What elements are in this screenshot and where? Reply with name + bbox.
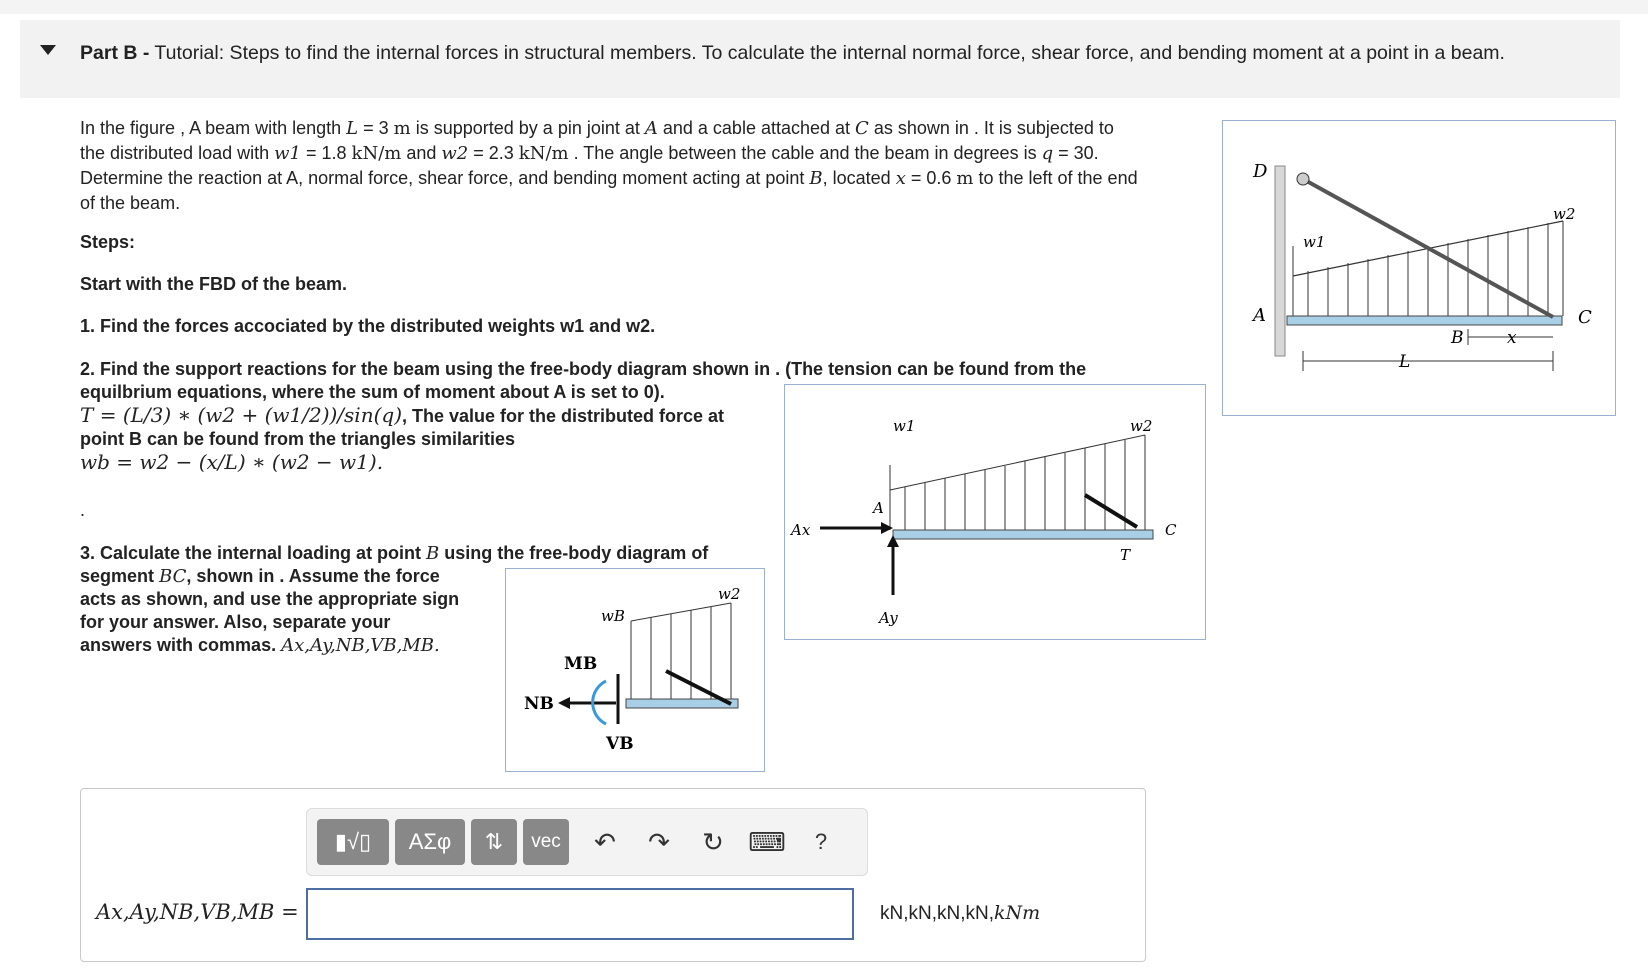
fbd-label-T: T (1120, 546, 1131, 564)
label-L: L (1399, 352, 1411, 372)
answer-label: Ax,Ay,NB,VB,MB = (96, 900, 299, 924)
answer-units: kN,kN,kN,kN,kNm (880, 902, 1041, 924)
step-start: Start with the FBD of the beam. (80, 274, 348, 294)
beam (1287, 316, 1562, 325)
keyboard-icon[interactable]: ⌨ (748, 826, 786, 857)
part-label: Part B - (80, 42, 150, 64)
part-title-text: Tutorial: Steps to find the internal forces in structural members. To calculate the internal normal force, shear force, and bending moment at a point in a beam. (149, 42, 1505, 64)
label-D: D (1253, 161, 1268, 182)
label-x: x (1507, 328, 1517, 348)
figure-fbd-beam-svg (785, 385, 1205, 639)
pin-d (1297, 173, 1309, 185)
figure-fbd-beam (784, 384, 1206, 640)
seg-label-NB: NB (524, 694, 554, 714)
label-w1: w1 (1303, 233, 1326, 251)
undo-icon[interactable]: ↶ (594, 826, 616, 857)
arrows-button[interactable]: ⇅ (471, 819, 517, 865)
figure-beam-cable (1222, 120, 1616, 416)
reset-icon[interactable]: ↻ (702, 826, 724, 857)
fbd-load-arrows (905, 440, 1125, 530)
arrow-T (1085, 495, 1137, 527)
math-toolbar (306, 808, 868, 876)
fbd-label-C: C (1165, 521, 1177, 539)
dot-text: . (80, 500, 86, 520)
label-C: C (1578, 307, 1592, 328)
label-A: A (1253, 305, 1266, 326)
seg-label-wB: wB (601, 607, 625, 625)
fbd-label-w2: w2 (1130, 417, 1153, 435)
fbd-label-Ay: Ay (879, 609, 898, 627)
seg-label-w2: w2 (718, 585, 741, 603)
greek-button[interactable]: ΑΣφ (395, 819, 465, 865)
redo-icon[interactable]: ↷ (648, 826, 670, 857)
wall (1275, 166, 1285, 356)
load-arrows (1308, 223, 1548, 316)
arrow-Ax-head (881, 522, 893, 534)
label-w2: w2 (1553, 205, 1576, 223)
fbd-label-Ax: Ax (791, 521, 811, 539)
seg-load-arrows (651, 607, 711, 699)
help-button[interactable]: ? (814, 829, 828, 854)
part-title (80, 42, 1505, 65)
top-strip (0, 0, 1648, 14)
fbd-load-top (890, 435, 1145, 490)
answer-input[interactable] (306, 888, 854, 940)
steps-title: Steps: (80, 232, 136, 252)
vec-button[interactable]: vec (523, 819, 569, 865)
step-3: 3. Calculate the internal loading at point B using the free-body diagram of segment BC, shown in . Assume the force acts as shown, and use the appropriate sign for your answer. Also, separate your answers with commas. Ax,Ay,NB,VB,MB. (80, 543, 709, 656)
seg-label-MB: MB (564, 654, 598, 674)
step-2: 2. Find the support reactions for the beam using the free-body diagram shown in . (The tension can be found from the equilbrium equations, where the sum of moment about A is set to 0). T = (L/3) ∗ (w2 + (w1/2))/sin(q), The value for the distributed force at point B can be found from the triangles similarities wb = w2 − (x/L) ∗ (w2 − w1). (80, 359, 1087, 474)
seg-load-top (631, 603, 731, 621)
seg-label-VB: VB (606, 734, 634, 754)
intro-paragraph: In the figure , A beam with length L = 3 m is supported by a pin joint at A and a cable attached at C as shown in . It is subjected to the distributed load with w1 = 1.8 kN/m and w2 = 2.3 kN/m . The angle between the cable and the beam in degrees is q = 30. Determine the reaction at A, normal force, shear force, and bending moment acting at point B, located x = 0.6 m to the left of the end of the beam. (80, 118, 1138, 213)
templates-button[interactable]: ▮√▯ (317, 819, 389, 865)
fbd-label-A: A (873, 499, 884, 517)
figure-segment-bc (505, 568, 765, 772)
fbd-beam (893, 530, 1153, 539)
figure-segment-bc-svg (506, 569, 764, 771)
label-B: B (1451, 328, 1464, 348)
arrow-NB-head (558, 697, 570, 709)
fbd-label-w1: w1 (893, 417, 916, 435)
step-1: 1. Find the forces accociated by the distributed weights w1 and w2. (80, 316, 656, 336)
collapse-caret-icon[interactable] (40, 45, 56, 55)
figure-beam-cable-svg (1223, 121, 1615, 415)
